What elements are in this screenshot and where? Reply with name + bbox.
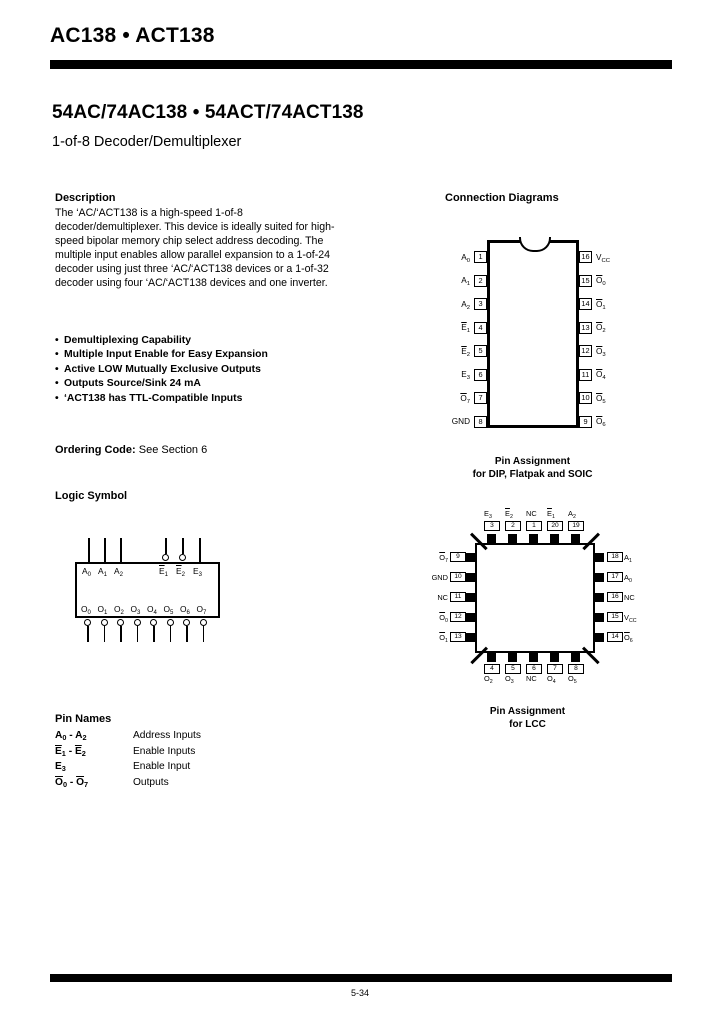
dip-caption	[425, 455, 640, 481]
logic-symbol-inversion-bubble-icon	[117, 619, 124, 626]
logic-symbol-input-label: $A_0$	[82, 566, 91, 578]
dip-pin-number: 14	[579, 298, 592, 310]
dip-pin-right	[579, 250, 641, 264]
logic-symbol-inversion-bubble-icon	[84, 619, 91, 626]
lcc-pin-label: $A_1$	[624, 553, 632, 564]
dip-pin-label: $\overline{O}_5$	[596, 393, 606, 405]
bullet-icon: •	[55, 335, 59, 346]
lcc-pin-tab	[593, 613, 604, 622]
dip-pin-number: 16	[579, 251, 592, 263]
dip-pin-number: 5	[474, 345, 487, 357]
ordering-code-value: See Section 6	[138, 444, 208, 456]
logic-symbol-output-label: $O_6$	[180, 604, 190, 616]
lcc-pin-tab	[487, 651, 496, 662]
feature-item	[55, 348, 350, 362]
lcc-pin-number: 13	[450, 632, 466, 642]
dip-pin-right	[579, 297, 641, 311]
logic-symbol-inversion-bubble-icon	[162, 554, 169, 561]
dip-package-body	[487, 240, 579, 428]
logic-symbol-input-lead	[120, 538, 122, 562]
dip-pin-left	[425, 274, 487, 288]
page-header-title: AC138 • ACT138	[50, 24, 215, 47]
dip-pin-number: 1	[474, 251, 487, 263]
logic-symbol-input-label: $A_1$	[98, 566, 107, 578]
footer-page-number: 5-34	[350, 988, 369, 998]
lcc-pin-label: NC	[437, 593, 448, 602]
dip-pin-left	[425, 344, 487, 358]
lcc-pin-tab	[550, 534, 559, 545]
lcc-pin-number: 3	[484, 521, 500, 531]
pin-names-row	[55, 776, 201, 792]
logic-symbol-input-lead	[104, 538, 106, 562]
dip-pin-label: $\overline{O}_4$	[596, 370, 606, 381]
pin-names-heading: Pin Names	[55, 713, 112, 725]
logic-symbol-inversion-bubble-icon	[150, 619, 157, 626]
lcc-package-body	[475, 543, 595, 653]
dip-caption-line2: for DIP, Flatpak and SOIC	[472, 469, 593, 480]
lcc-pin-tab	[529, 651, 538, 662]
lcc-pin-label: $\overline{E}_2$	[505, 509, 513, 520]
device-title: 54AC/74AC138 • 54ACT/74ACT138	[52, 102, 364, 123]
dip-pin-number: 10	[579, 392, 592, 404]
logic-symbol-input-lead	[165, 538, 167, 554]
lcc-pin-label: $\overline{E}_1$	[547, 509, 555, 520]
lcc-pin-number: 9	[450, 552, 466, 562]
pin-names-symbol: $\overline{E}_1 - \overline{E}_2$	[55, 745, 86, 758]
footer-divider-rule	[50, 974, 672, 982]
lcc-pin-tab	[593, 593, 604, 602]
pin-names-symbol: $\overline{O}_0 - \overline{O}_7$	[55, 776, 89, 789]
lcc-pin-tab	[529, 534, 538, 545]
logic-symbol-output-lead	[137, 626, 139, 642]
lcc-caption-line2: for LCC	[509, 719, 546, 730]
lcc-pin-number: 10	[450, 572, 466, 582]
feature-label: Active LOW Mutually Exclusive Outputs	[64, 363, 261, 375]
logic-symbol-input-label: $E_3$	[193, 566, 202, 578]
lcc-pin-tab	[508, 534, 517, 545]
dip-pin-label: $\overline{O}_3$	[596, 346, 606, 358]
logic-symbol-inversion-bubble-icon	[179, 554, 186, 561]
dip-pin-label: $\overline{O}_6$	[596, 417, 606, 428]
feature-item	[55, 363, 350, 377]
dip-pin-right	[579, 274, 641, 288]
pin-names-description: Outputs	[133, 776, 169, 788]
dip-pin-number: 4	[474, 322, 487, 334]
feature-label: Demultiplexing Capability	[64, 335, 192, 346]
lcc-pin-tab	[466, 613, 477, 622]
lcc-pin-tab	[550, 651, 559, 662]
lcc-pin-number: 20	[547, 521, 563, 531]
feature-item	[55, 377, 350, 391]
lcc-pin-number: 8	[568, 664, 584, 674]
dip-package-diagram	[425, 232, 640, 437]
pin-names-table	[55, 729, 201, 791]
bullet-icon: •	[55, 378, 59, 390]
device-subtitle: 1-of-8 Decoder/Demultiplexer	[52, 134, 242, 150]
logic-symbol-output-lead	[87, 626, 89, 642]
dip-pin-number: 6	[474, 369, 487, 381]
feature-label: Multiple Input Enable for Easy Expansion	[64, 349, 268, 361]
logic-symbol-inversion-bubble-icon	[200, 619, 207, 626]
ordering-code	[55, 444, 207, 456]
lcc-pin-label: $\overline{O}_7$	[439, 553, 448, 564]
dip-pin-number: 7	[474, 392, 487, 404]
logic-symbol-input-lead	[199, 538, 201, 562]
lcc-caption-line1: Pin Assignment	[489, 706, 566, 717]
logic-symbol-inversion-bubble-icon	[183, 619, 190, 626]
logic-symbol-input-label: $\overline{E}_2$	[176, 566, 185, 578]
dip-pin-label: $\overline{E}_1$	[461, 323, 470, 334]
logic-symbol-output-lead	[170, 626, 172, 642]
dip-pin-label: $\overline{O}_1$	[596, 299, 606, 311]
feature-label: Outputs Source/Sink 24 mA	[64, 378, 201, 390]
dip-pin-label: $E_3$	[461, 370, 470, 381]
lcc-pin-tab	[466, 573, 477, 582]
lcc-pin-number: 16	[607, 592, 623, 602]
lcc-pin-number: 4	[484, 664, 500, 674]
dip-pin-number: 12	[579, 345, 592, 357]
feature-item	[55, 334, 350, 348]
pin-names-row	[55, 745, 201, 761]
lcc-pin-label: $\overline{O}_4$	[547, 674, 556, 685]
dip-pin-number: 8	[474, 416, 487, 428]
logic-symbol-output-label: $O_0$	[81, 604, 91, 616]
dip-pin-right	[579, 415, 641, 429]
pin-names-symbol: $A_0 - A_2$	[55, 730, 87, 742]
logic-symbol-inversion-bubble-icon	[167, 619, 174, 626]
lcc-pin-label: NC	[526, 509, 537, 518]
lcc-pin-label: $\overline{O}_3$	[505, 674, 514, 685]
dip-pin-label: $\overline{E}_2$	[461, 346, 470, 358]
lcc-pin-number: 5	[505, 664, 521, 674]
dip-pin-right	[579, 344, 641, 358]
dip-pin-right	[579, 321, 641, 335]
dip-pin-number: 13	[579, 322, 592, 334]
lcc-pin-label: $A_0$	[624, 573, 632, 584]
dip-pin-right	[579, 368, 641, 382]
bullet-icon: •	[55, 349, 59, 361]
lcc-pin-tab	[593, 573, 604, 582]
dip-pin-right	[579, 391, 641, 405]
lcc-pin-tab	[571, 534, 580, 545]
logic-symbol-heading: Logic Symbol	[55, 490, 128, 502]
lcc-pin-label: NC	[624, 593, 635, 602]
dip-pin-number: 2	[474, 275, 487, 287]
lcc-pin-number: 11	[450, 592, 466, 602]
dip-caption-line1: Pin Assignment	[494, 456, 571, 467]
lcc-pin-number: 12	[450, 612, 466, 622]
dip-pin-left	[425, 321, 487, 335]
logic-symbol-output-label: $O_7$	[196, 604, 207, 616]
dip-pin-label: $A_2$	[461, 299, 470, 311]
feature-label: ‘ACT138 has TTL-Compatible Inputs	[64, 392, 243, 404]
pin-names-row	[55, 729, 201, 745]
lcc-pin-tab	[571, 651, 580, 662]
dip-pin-label: $A_0$	[461, 252, 470, 264]
lcc-pin-label: $A_2$	[568, 509, 576, 520]
lcc-pin-tab	[466, 553, 477, 562]
feature-item	[55, 392, 350, 406]
lcc-pin-label: $\overline{O}_1$	[439, 633, 448, 644]
lcc-pin-number: 15	[607, 612, 623, 622]
dip-pin-label: $\overline{O}_2$	[596, 323, 606, 334]
lcc-pin-label: $\overline{O}_2$	[484, 674, 493, 685]
logic-symbol-input-lead	[182, 538, 184, 554]
header-divider-rule	[50, 60, 672, 69]
pin-names-description: Enable Input	[133, 761, 191, 772]
logic-symbol-output-label: $O_3$	[130, 604, 141, 616]
dip-pin-left	[425, 297, 487, 311]
logic-symbol-output-lead	[120, 626, 122, 642]
lcc-pin-label: GND	[431, 573, 448, 582]
dip-pin-left	[425, 250, 487, 264]
lcc-pin-label: $E_3$	[484, 509, 492, 520]
lcc-pin-number: 2	[505, 521, 521, 531]
dip-pin-left	[425, 368, 487, 382]
pin-names-description: Address Inputs	[133, 730, 201, 741]
lcc-pin-number: 1	[526, 521, 542, 531]
lcc-pin-number: 6	[526, 664, 542, 674]
connection-diagrams-heading: Connection Diagrams	[445, 192, 559, 204]
dip-pin-number: 15	[579, 275, 592, 287]
lcc-pin-label: $\overline{O}_5$	[568, 674, 577, 685]
logic-symbol-output-lead	[153, 626, 155, 642]
lcc-pin-label: $V_{CC}$	[624, 613, 637, 624]
dip-pin-label: $V_{CC}$	[596, 252, 610, 264]
ordering-code-label: Ordering Code:	[55, 444, 136, 456]
lcc-package-diagram	[420, 505, 650, 695]
description-heading: Description	[55, 192, 116, 204]
logic-symbol-output-lead	[104, 626, 106, 642]
lcc-pin-number: 19	[568, 521, 584, 531]
pin-names-description: Enable Inputs	[133, 745, 196, 757]
lcc-pin-number: 17	[607, 572, 623, 582]
lcc-pin-tab	[487, 534, 496, 545]
dip-pin-label: $A_1$	[461, 276, 470, 287]
logic-symbol-output-label: $O_1$	[97, 604, 108, 616]
pin-names-symbol: $E_3$	[55, 761, 66, 773]
pin-names-row	[55, 760, 201, 776]
dip-pin-number: 9	[579, 416, 592, 428]
logic-symbol-inversion-bubble-icon	[101, 619, 108, 626]
lcc-caption	[420, 705, 635, 731]
logic-symbol-diagram	[60, 530, 280, 650]
logic-symbol-output-lead	[186, 626, 188, 642]
logic-symbol-input-label: $\overline{E}_1$	[159, 566, 168, 578]
bullet-icon: •	[55, 363, 59, 375]
lcc-pin-label: $\overline{O}_0$	[439, 613, 448, 624]
logic-symbol-inversion-bubble-icon	[134, 619, 141, 626]
logic-symbol-input-lead	[88, 538, 90, 562]
features-list	[55, 334, 350, 406]
logic-symbol-input-label: $A_2$	[114, 566, 123, 578]
dip-pin-label: GND	[451, 417, 470, 426]
logic-symbol-output-lead	[203, 626, 205, 642]
dip-pin-left	[425, 391, 487, 405]
logic-symbol-output-label: $O_4$	[147, 604, 157, 616]
description-body: The ‘AC/‘ACT138 is a high-speed 1-of-8 decoder/demultiplexer. This device is ideally suited for high-speed bipolar memory chip select address decoding. The multiple input enables allow parallel expansion to a 1-of-24 decoder using just three ‘AC/‘ACT138 devices or a 1-of-32 decoder using four ‘AC/‘ACT138 devices and one inverter.	[55, 207, 335, 290]
lcc-pin-label: $\overline{O}_6$	[624, 633, 633, 644]
lcc-pin-number: 18	[607, 552, 623, 562]
lcc-pin-tab	[466, 633, 477, 642]
lcc-pin-number: 14	[607, 632, 623, 642]
lcc-pin-tab	[593, 553, 604, 562]
logic-symbol-output-label: $O_5$	[163, 604, 174, 616]
dip-pin-label: $\overline{O}_7$	[460, 393, 470, 405]
bullet-icon: •	[55, 392, 59, 404]
logic-symbol-output-label: $O_2$	[114, 604, 124, 616]
dip-pin-number: 11	[579, 369, 592, 381]
lcc-pin-label: NC	[526, 674, 537, 683]
dip-pin-label: $\overline{O}_0$	[596, 276, 606, 287]
lcc-pin-tab	[508, 651, 517, 662]
dip-pin-left	[425, 415, 487, 429]
lcc-pin-number: 7	[547, 664, 563, 674]
lcc-pin-tab	[466, 593, 477, 602]
lcc-pin-tab	[593, 633, 604, 642]
dip-pin-number: 3	[474, 298, 487, 310]
